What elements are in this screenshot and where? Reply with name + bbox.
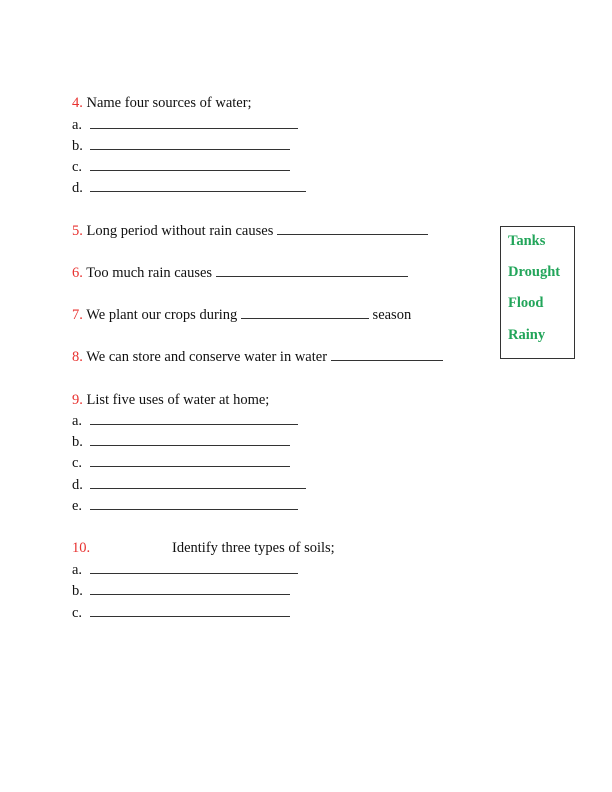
answer-blank[interactable] — [90, 498, 298, 510]
answer-label: c. — [72, 605, 83, 621]
question-text: Too much rain causes — [86, 265, 213, 281]
answer-blank[interactable] — [90, 117, 298, 129]
answer-blank[interactable] — [90, 159, 290, 171]
answer-blank[interactable] — [90, 455, 290, 467]
question-number: 9. — [72, 392, 83, 408]
word-bank-item: Rainy — [508, 327, 546, 343]
word-bank-item: Drought — [508, 264, 561, 280]
question-6 — [72, 265, 408, 281]
question-number: 6. — [72, 265, 83, 281]
answer-line[interactable] — [72, 434, 290, 450]
question-9 — [72, 392, 269, 408]
fill-in-blank[interactable] — [277, 223, 428, 235]
question-10 — [72, 540, 335, 556]
answer-blank[interactable] — [90, 605, 290, 617]
answer-line[interactable] — [72, 159, 290, 175]
word-bank-box — [500, 226, 575, 359]
answer-label: e. — [72, 498, 83, 514]
question-suffix: season — [372, 307, 412, 323]
answer-label: a. — [72, 413, 83, 429]
question-number: 5. — [72, 223, 83, 239]
fill-in-blank[interactable] — [241, 307, 369, 319]
answer-blank[interactable] — [90, 180, 306, 192]
question-text: We can store and conserve water in water — [86, 349, 328, 365]
question-7 — [72, 307, 411, 323]
question-text: Long period without rain causes — [86, 223, 274, 239]
answer-blank[interactable] — [90, 434, 290, 446]
answer-line[interactable] — [72, 413, 298, 429]
question-number: 4. — [72, 95, 83, 111]
answer-line[interactable] — [72, 180, 306, 196]
question-8 — [72, 349, 443, 365]
answer-line[interactable] — [72, 455, 290, 471]
answer-label: d. — [72, 180, 83, 196]
answer-line[interactable] — [72, 117, 298, 133]
question-text: Identify three types of soils; — [172, 540, 335, 556]
answer-blank[interactable] — [90, 583, 290, 595]
fill-in-blank[interactable] — [331, 349, 443, 361]
answer-line[interactable] — [72, 583, 290, 599]
answer-line[interactable] — [72, 138, 290, 154]
answer-blank[interactable] — [90, 138, 290, 150]
answer-line[interactable] — [72, 562, 298, 578]
answer-label: a. — [72, 117, 83, 133]
word-bank-item: Flood — [508, 295, 544, 311]
question-text: We plant our crops during — [86, 307, 238, 323]
answer-label: b. — [72, 434, 83, 450]
question-4 — [72, 95, 252, 111]
question-number: 8. — [72, 349, 83, 365]
answer-blank[interactable] — [90, 477, 306, 489]
question-5 — [72, 223, 428, 239]
answer-label: a. — [72, 562, 83, 578]
answer-line[interactable] — [72, 498, 298, 514]
answer-blank[interactable] — [90, 413, 298, 425]
question-number: 10. — [72, 540, 91, 556]
answer-line[interactable] — [72, 477, 306, 493]
answer-label: b. — [72, 138, 83, 154]
question-text: List five uses of water at home; — [86, 392, 270, 408]
word-bank-item: Tanks — [508, 233, 546, 249]
question-number: 7. — [72, 307, 83, 323]
answer-label: b. — [72, 583, 83, 599]
answer-label: c. — [72, 455, 83, 471]
question-text: Name four sources of water; — [86, 95, 252, 111]
answer-blank[interactable] — [90, 562, 298, 574]
answer-label: d. — [72, 477, 83, 493]
fill-in-blank[interactable] — [216, 265, 408, 277]
answer-label: c. — [72, 159, 83, 175]
answer-line[interactable] — [72, 605, 290, 621]
